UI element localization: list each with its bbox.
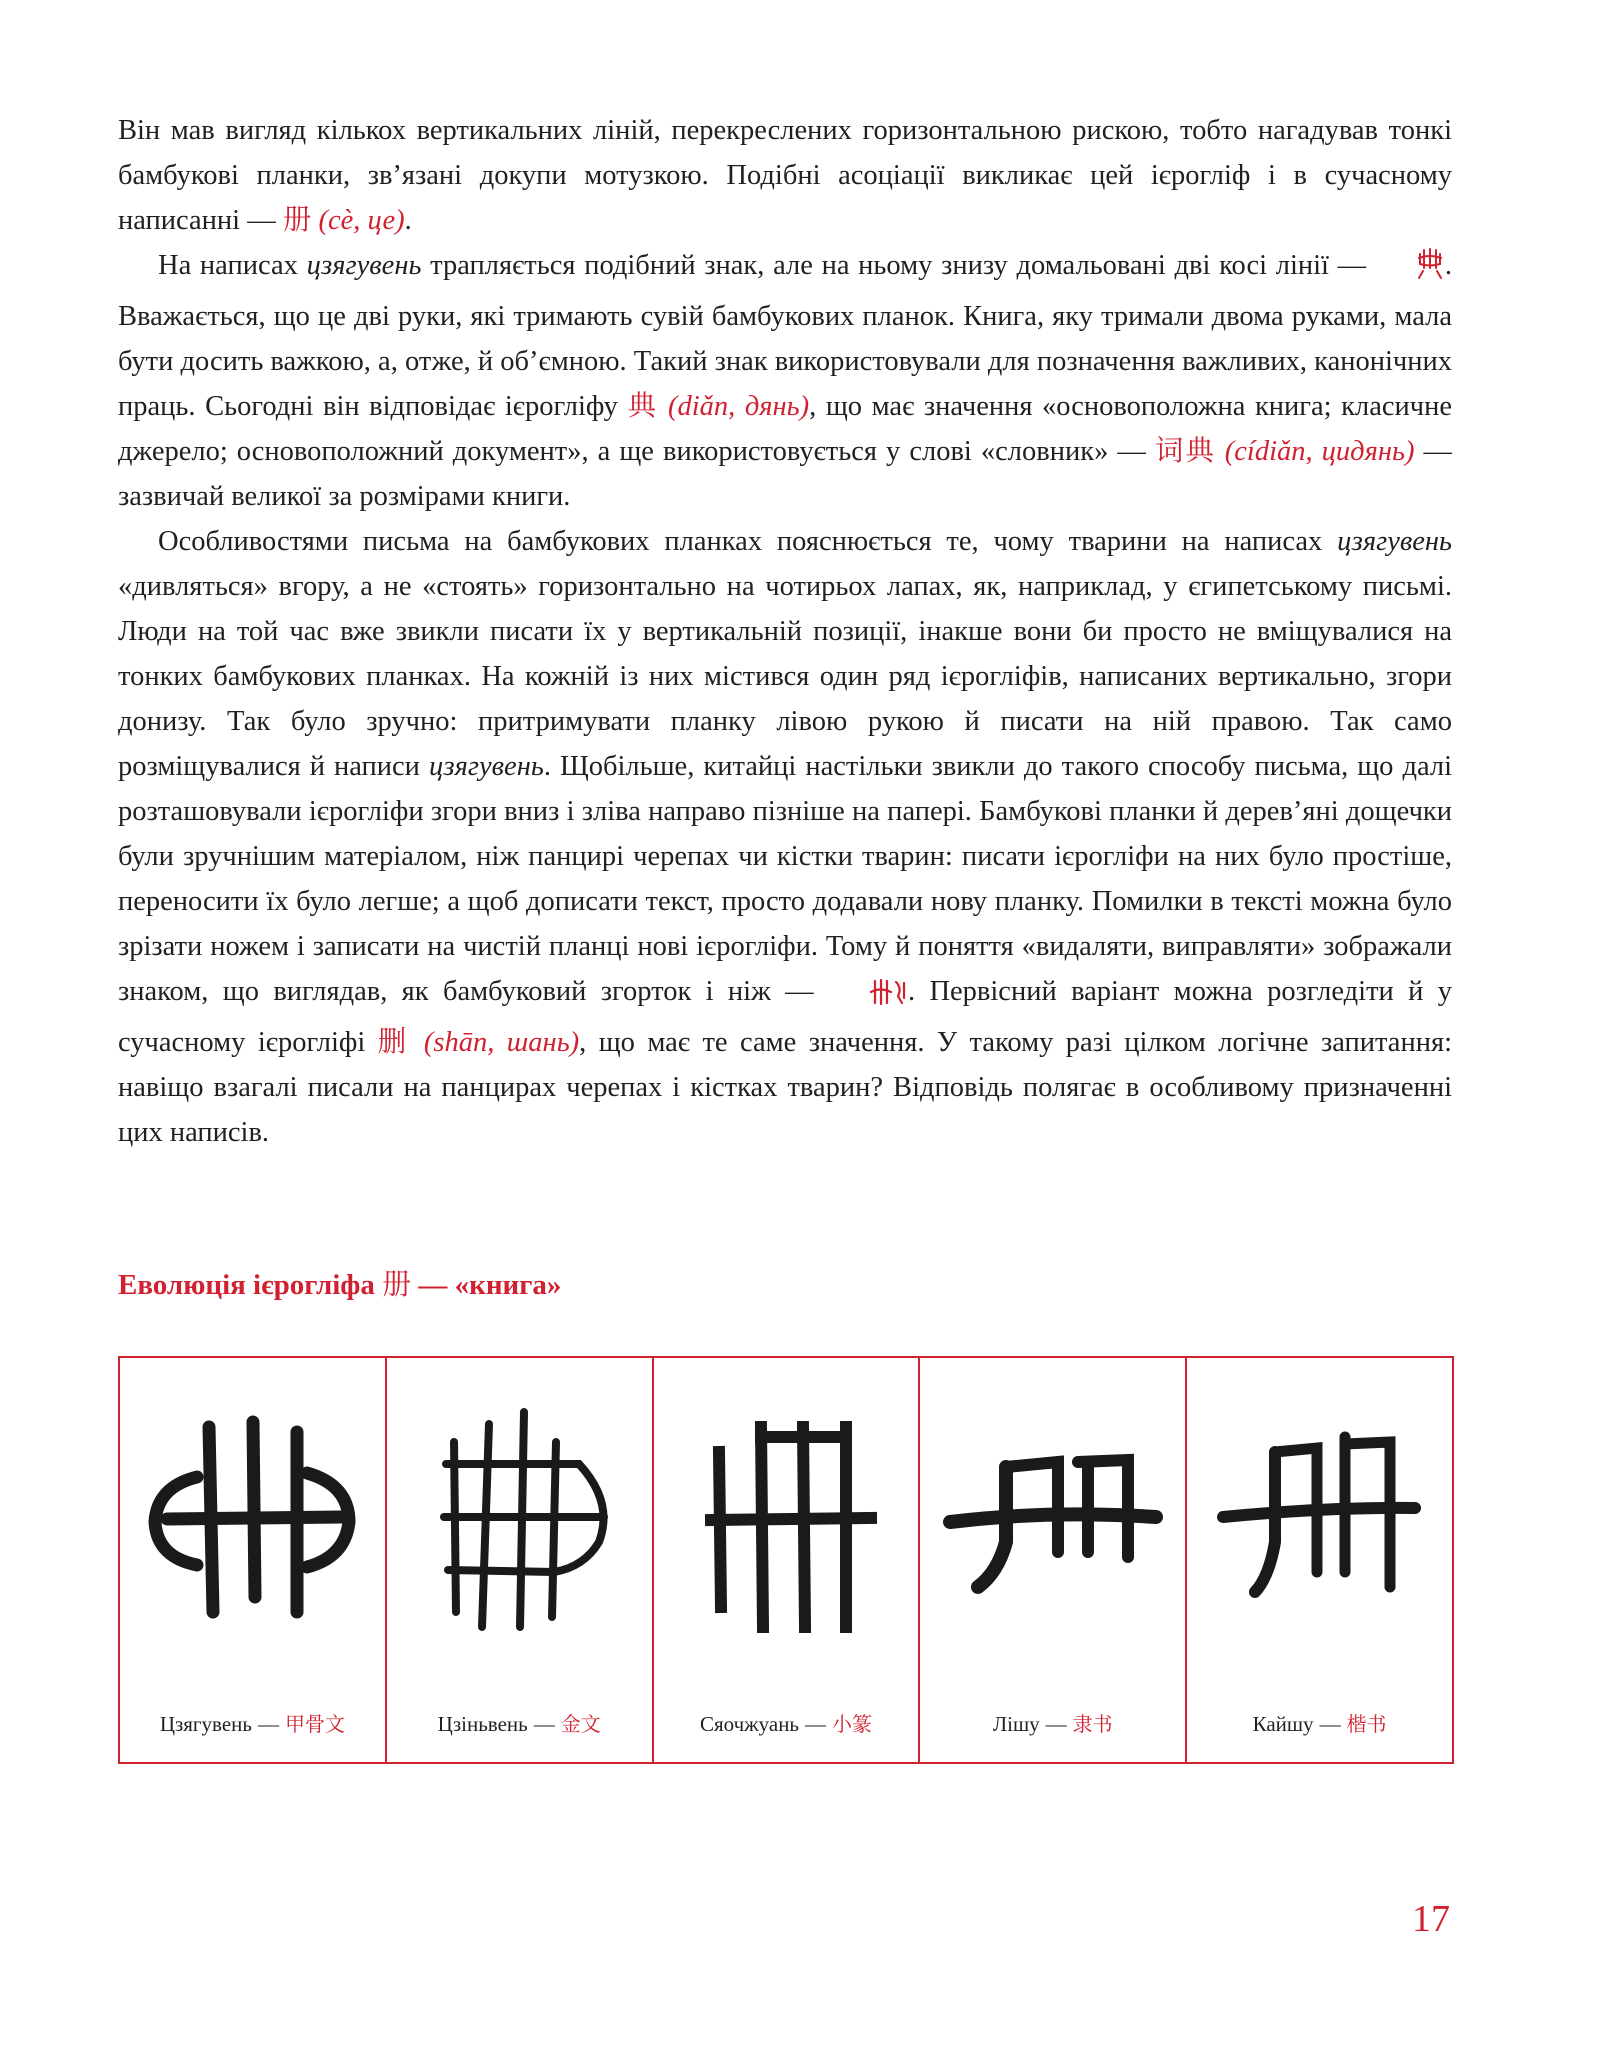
kaishu-glyph-icon xyxy=(1201,1372,1438,1672)
evolution-caption xyxy=(120,1708,385,1737)
p3-text: «дивляться» вгору, а не «стоять» горизонтально на чотирьох лапах, як, наприклад, у єгипетському письмі. Люди на той час вже звикли писати їх у вертикальній позиції, інакше вони би просто не вміщувалися на тонких бамбукових планках. На кожній із них містився один ряд ієрогліфів, написаних вертикально, згори донизу. Так було зручно: притримувати планку лівою рукою й писати на ній правою. Так само розміщувалися й написи xyxy=(118,571,1452,782)
caption-dash: — xyxy=(805,1712,827,1736)
p2-text: , що має значення «основоположна книга; класичне джерело; основоположний документ», а ще використовується у слові «словник» — xyxy=(118,391,1452,467)
p2-text: трапляється подібний знак, але на ньому знизу домальовані дві косі лінії — xyxy=(421,250,1375,281)
p3-text: Особливостями письма на бамбукових планках пояснюється те, чому тварини на написах xyxy=(158,526,1338,557)
transcription-shan: (shān, шань) xyxy=(411,1027,580,1058)
p1-text: Він мав вигляд кількох вертикальних ліній, перекреслених горизонтальною рискою, тобто нагадував тонкі бамбукові планки, зв’язані докупи мотузкою. Подібні асоціації викликає цей ієрогліф і в сучасному написанні — xyxy=(118,115,1452,236)
paragraph-2 xyxy=(118,243,1452,519)
section-title xyxy=(118,1262,561,1303)
evolution-cell-xiaozhuan xyxy=(654,1358,921,1762)
style-hanzi: 小篆 xyxy=(832,1712,873,1736)
evolution-cell-kaishu xyxy=(1187,1358,1452,1762)
oracle-dian-glyph-icon xyxy=(1375,248,1445,294)
term-jiaguwen: цзягувень xyxy=(306,250,422,281)
style-name: Сяочжуань xyxy=(699,1712,800,1736)
jinwen-glyph-icon xyxy=(401,1372,638,1672)
term-jiaguwen: цзягувень xyxy=(1337,526,1452,557)
style-hanzi: 楷书 xyxy=(1346,1712,1387,1736)
paragraph-1 xyxy=(118,108,1452,243)
style-name: Кайшу xyxy=(1252,1712,1314,1736)
evolution-cell-jinwen xyxy=(387,1358,654,1762)
p1-text-end: . xyxy=(404,205,412,236)
evolution-table xyxy=(118,1356,1454,1764)
lishu-glyph-icon xyxy=(934,1372,1171,1672)
evolution-caption xyxy=(654,1708,919,1737)
caption-dash: — xyxy=(257,1712,279,1736)
hanzi-ce: 册 xyxy=(282,205,312,236)
evolution-caption xyxy=(920,1708,1185,1737)
style-hanzi: 甲骨文 xyxy=(284,1712,345,1736)
p2-text: . Вважається, що це дві руки, які тримають сувій бамбукових планок. Книга, яку тримали двома руками, мала бути досить важкою, а, отже, й об’ємною. Такий знак використовували для позначення важливих, канонічних праць. Сьогодні він відповідає ієрогліфу xyxy=(118,250,1453,422)
page-number: 17 xyxy=(1412,1898,1450,1940)
p3-text: . Щобільше, китайці настільки звикли до такого способу письма, що далі розташовували ієрогліфи згори вниз і зліва направо пізніше на папері. Бамбукові планки й дерев’яні дощечки були зручнішим матеріалом, ніж панцирі черепах чи кістки тварин: писати ієрогліфи на них було простіше, переносити їх було легше; а щоб дописати текст, просто додавали нову планку. Помилки в тексті можна було зрізати ножем і записати на чистій планці нові ієрогліфи. Тому й поняття «видаляти, виправляти» зображали знаком, що виглядав, як бамбуковий згорток і ніж — xyxy=(118,751,1452,1007)
evolution-caption xyxy=(1187,1708,1452,1737)
section-title-text: Еволюція ієрогліфа xyxy=(118,1269,383,1301)
caption-dash: — xyxy=(533,1712,555,1736)
jiaguwen-glyph-icon xyxy=(134,1372,371,1672)
xiaozhuan-glyph-icon xyxy=(668,1372,905,1672)
transcription-ce: (cè, це) xyxy=(311,205,405,236)
style-name: Цзягувень xyxy=(159,1712,252,1736)
caption-dash: — xyxy=(1045,1712,1067,1736)
caption-dash: — xyxy=(1319,1712,1341,1736)
style-hanzi: 隶书 xyxy=(1072,1712,1113,1736)
term-jiaguwen: цзягувень xyxy=(428,751,544,782)
hanzi-shan: 删 xyxy=(377,1027,412,1058)
hanzi-dian: 典 xyxy=(627,391,659,422)
section-title-text-end: — «книга» xyxy=(411,1269,562,1301)
body-text xyxy=(118,108,1452,1155)
evolution-caption xyxy=(387,1708,652,1737)
style-name: Цзіньвень xyxy=(437,1712,528,1736)
oracle-shan-glyph-icon xyxy=(828,975,908,1020)
paragraph-3 xyxy=(118,519,1452,1155)
evolution-cell-jiaguwen xyxy=(120,1358,387,1762)
p3-text: . Первісний варіант можна розгледіти й у сучасному ієрогліфі xyxy=(118,976,1452,1058)
transcription-dian: (diǎn, дянь) xyxy=(658,391,810,422)
transcription-cidian: (cídiǎn, цидянь) xyxy=(1215,436,1415,467)
section-title-hanzi: 册 xyxy=(382,1269,412,1301)
hanzi-cidian: 词典 xyxy=(1154,436,1216,467)
style-hanzi: 金文 xyxy=(560,1712,601,1736)
style-name: Лішу xyxy=(992,1712,1040,1736)
evolution-cell-lishu xyxy=(920,1358,1187,1762)
p3-text-end: , що має те саме значення. У такому разі цілком логічне запитання: навіщо взагалі писали на панцирах черепах і кістках тварин? Відповідь полягає в особливому призначенні цих написів. xyxy=(118,1027,1452,1148)
p2-text: На написах xyxy=(158,250,307,281)
p2-text-end: — зазвичай великої за розмірами книги. xyxy=(118,436,1452,512)
